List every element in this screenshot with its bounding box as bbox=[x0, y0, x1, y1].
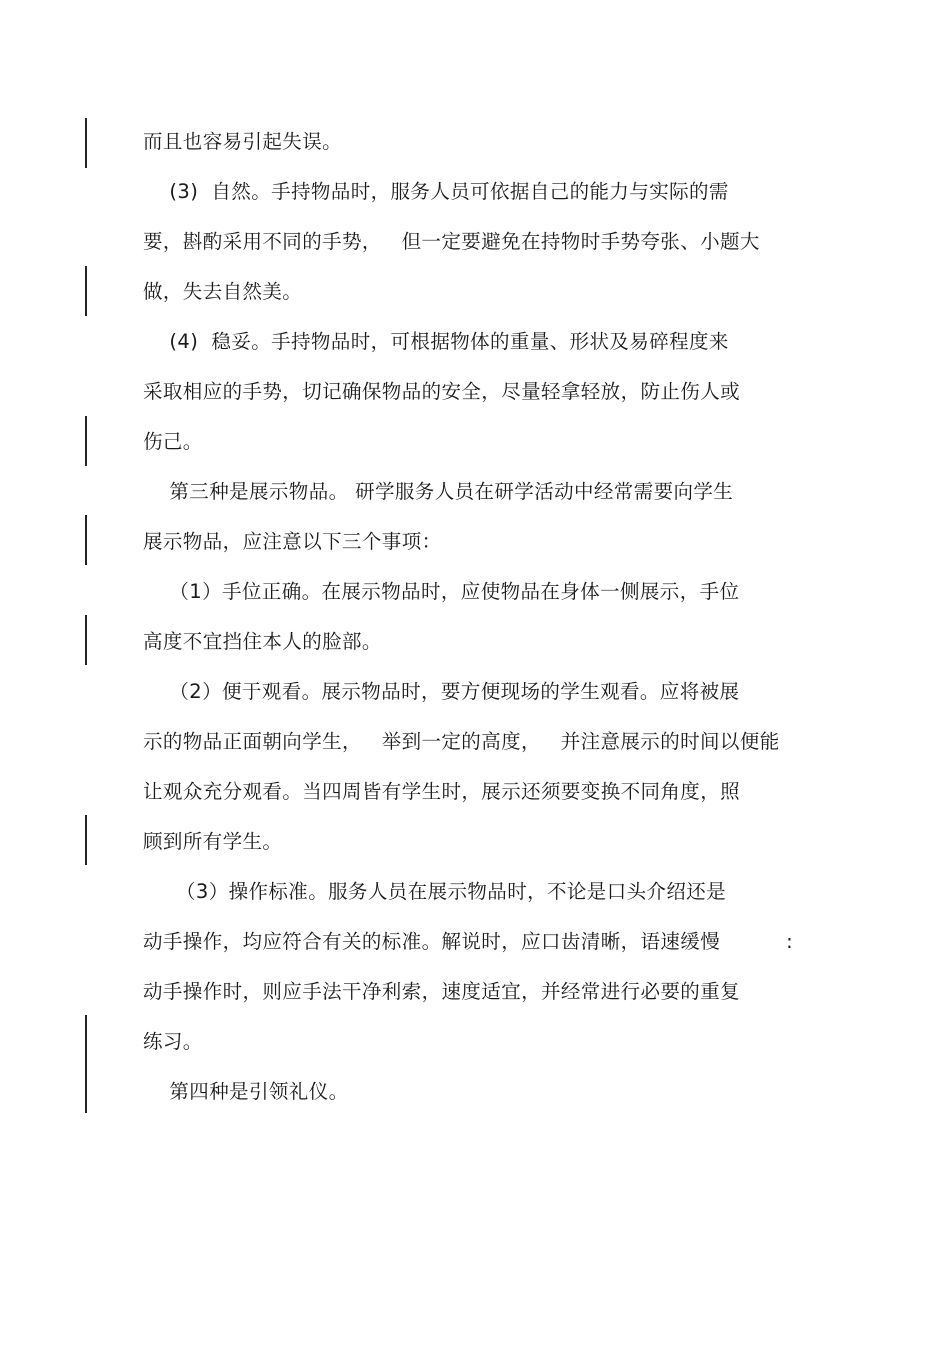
text-line: 第三种是展示物品。 研学服务人员在研学活动中经常需要向学生 bbox=[143, 480, 734, 503]
change-bar bbox=[85, 515, 87, 565]
text-line: 让观众充分观看。当四周皆有学生时，展示还须要变换不同角度，照 bbox=[143, 780, 741, 803]
text-line: 做，失去自然美。 bbox=[143, 280, 303, 303]
text-line: 要，斟酌采用不同的手势， 但一定要避免在持物时手势夸张、小题大 bbox=[143, 230, 760, 253]
change-bar bbox=[85, 1015, 87, 1113]
change-bar bbox=[85, 118, 87, 168]
text-line: (3) 自然。手持物品时，服务人员可依据自己的能力与实际的需 bbox=[143, 180, 729, 203]
change-bar bbox=[85, 266, 87, 316]
text-line: 动手操作，均应符合有关的标准。解说时，应口齿清晰，语速缓慢 : bbox=[143, 930, 794, 953]
text-line: 而且也容易引起失误。 bbox=[143, 130, 343, 153]
text-line: （3）操作标准。服务人员在展示物品时，不论是口头介绍还是 bbox=[143, 880, 727, 903]
text-line: 示的物品正面朝向学生， 举到一定的高度， 并注意展示的时间以便能 bbox=[143, 730, 780, 753]
text-line: 高度不宜挡住本人的脸部。 bbox=[143, 630, 382, 653]
text-line: （2）便于观看。展示物品时，要方便现场的学生观看。应将被展 bbox=[143, 680, 740, 703]
text-line: （1）手位正确。在展示物品时，应使物品在身体一侧展示，手位 bbox=[143, 580, 740, 603]
change-bar bbox=[85, 416, 87, 466]
change-bar bbox=[85, 815, 87, 865]
text-line: 练习。 bbox=[143, 1030, 203, 1053]
text-line: 动手操作时，则应手法干净利索，速度适宜，并经常进行必要的重复 bbox=[143, 980, 741, 1003]
change-bar bbox=[85, 615, 87, 665]
text-line: 顾到所有学生。 bbox=[143, 830, 283, 853]
text-line: 采取相应的手势，切记确保物品的安全，尽量轻拿轻放，防止伤人或 bbox=[143, 380, 741, 403]
text-line: 展示物品，应注意以下三个事项： bbox=[143, 530, 442, 553]
text-line: 伤己。 bbox=[143, 430, 203, 453]
text-line: (4) 稳妥。手持物品时，可根据物体的重量、形状及易碎程度来 bbox=[143, 330, 729, 353]
text-line: 第四种是引领礼仪。 bbox=[143, 1080, 349, 1103]
